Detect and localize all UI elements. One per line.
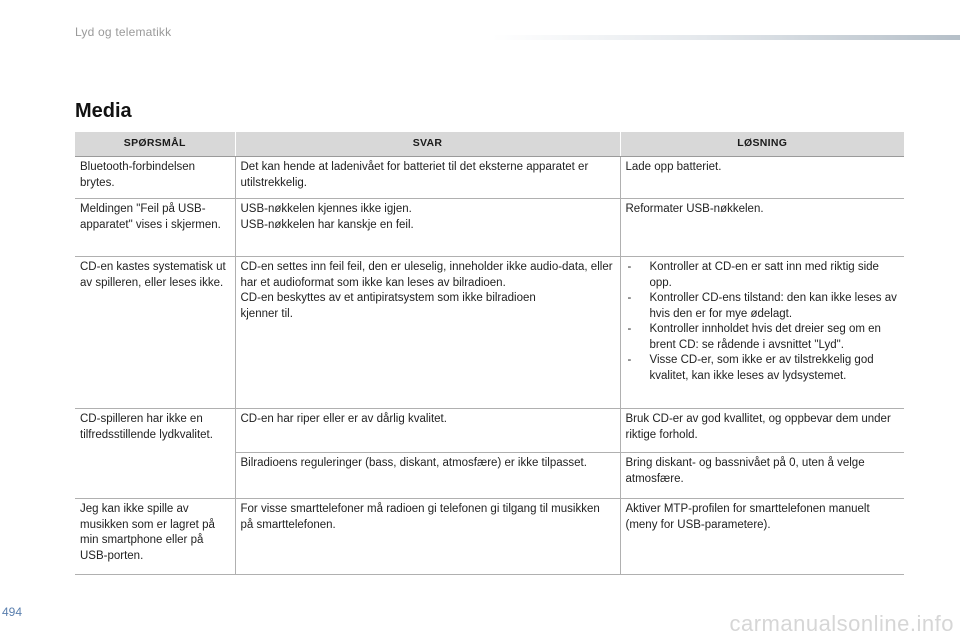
answer-cell: Det kan hende at ladenivået for batteriet til det eksterne apparatet er utilstrekkelig. bbox=[235, 157, 620, 199]
answer-line: CD-en beskyttes av et antipiratsystem som ikke bilradioen kjenner til. bbox=[240, 292, 536, 320]
answer-cell: Bilradioens reguleringer (bass, diskant, atmosfære) er ikke tilpasset. bbox=[235, 453, 620, 499]
solution-list bbox=[626, 260, 900, 384]
solution-cell bbox=[620, 257, 904, 409]
watermark: carmanualsonline.info bbox=[729, 611, 954, 636]
answer-cell: CD-en har riper eller er av dårlig kvalitet. bbox=[235, 409, 620, 453]
table-row bbox=[75, 409, 904, 453]
solution-cell: Lade opp batteriet. bbox=[620, 157, 904, 199]
answer-cell bbox=[235, 257, 620, 409]
solution-item: - Kontroller CD-ens tilstand: den kan ikke leses av hvis den er for mye ødelagt. bbox=[626, 291, 900, 322]
table-row bbox=[75, 157, 904, 199]
column-header-answer: SVAR bbox=[235, 132, 620, 157]
answer-line: USB-nøkkelen har kanskje en feil. bbox=[240, 218, 414, 231]
page-number: 494 bbox=[2, 605, 23, 619]
answer-cell: For visse smarttelefoner må radioen gi telefonen gi tilgang til musikken på smarttelefonen. bbox=[235, 499, 620, 575]
answer-cell bbox=[235, 199, 620, 257]
running-head: Lyd og telematikk bbox=[75, 25, 172, 39]
column-header-question: SPØRSMÅL bbox=[75, 132, 235, 157]
solution-cell: Bruk CD-er av god kvallitet, og oppbevar dem under riktige forhold. bbox=[620, 409, 904, 453]
solution-item: - Kontroller at CD-en er satt inn med riktig side opp. bbox=[626, 260, 900, 291]
question-cell: Jeg kan ikke spille av musikken som er lagret på min smartphone eller på USB-porten. bbox=[75, 499, 235, 575]
table-header-row bbox=[75, 132, 904, 157]
question-cell: Bluetooth-forbindelsen brytes. bbox=[75, 157, 235, 199]
section-title: Media bbox=[75, 100, 132, 122]
table-row bbox=[75, 257, 904, 409]
troubleshooting-table bbox=[75, 132, 904, 575]
question-cell: Meldingen "Feil på USB-apparatet" vises i skjermen. bbox=[75, 199, 235, 257]
table-row bbox=[75, 199, 904, 257]
header-rule bbox=[492, 35, 960, 40]
question-cell: CD-spilleren har ikke en tilfredsstillende lydkvalitet. bbox=[75, 409, 235, 499]
solution-cell: Reformater USB-nøkkelen. bbox=[620, 199, 904, 257]
answer-line: USB-nøkkelen kjennes ikke igjen. bbox=[240, 203, 412, 215]
solution-item: - Visse CD-er, som ikke er av tilstrekkelig god kvalitet, kan ikke leses av lydsystemet. bbox=[626, 353, 900, 384]
solution-cell: Aktiver MTP-profilen for smarttelefonen manuelt (meny for USB-parametere). bbox=[620, 499, 904, 575]
column-header-solution: LØSNING bbox=[620, 132, 904, 157]
table-row bbox=[75, 499, 904, 575]
solution-item: - Kontroller innholdet hvis det dreier seg om en brent CD: se rådende i avsnittet "Lyd". bbox=[626, 322, 900, 353]
question-cell: CD-en kastes systematisk ut av spilleren, eller leses ikke. bbox=[75, 257, 235, 409]
answer-line: CD-en settes inn feil feil, den er uleselig, inneholder ikke audio-data, eller har et audioformat som ikke kan leses av bilradioen. bbox=[240, 261, 613, 289]
solution-cell: Bring diskant- og bassnivået på 0, uten å velge atmosfære. bbox=[620, 453, 904, 499]
